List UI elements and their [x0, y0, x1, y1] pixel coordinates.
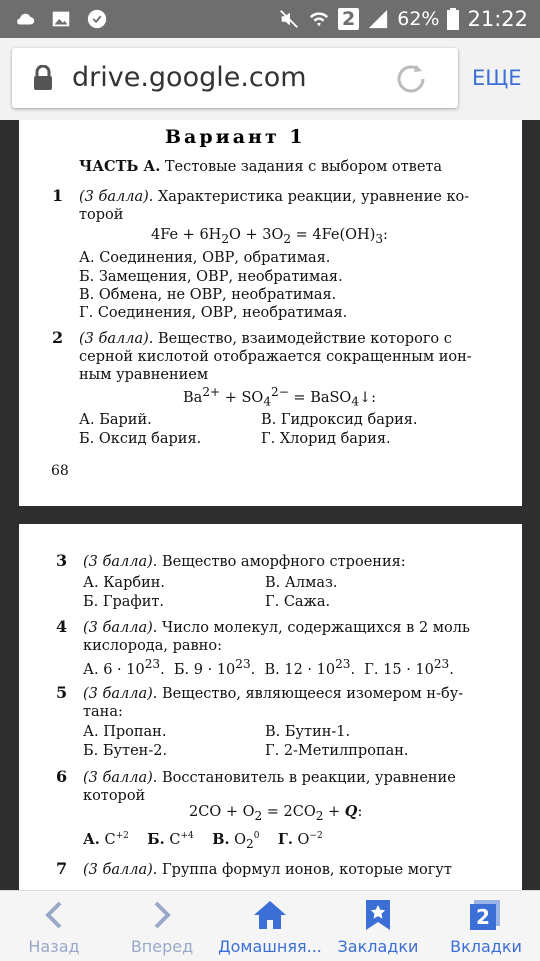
shield-icon — [86, 8, 108, 30]
notification-badge: 2 — [338, 8, 359, 30]
reload-icon[interactable] — [394, 62, 428, 96]
answer-option: Б. Бутен-2. — [83, 743, 168, 759]
question-number: 7 — [56, 859, 68, 878]
question-text: (3 балла). Группа формул ионов, которые могут — [83, 862, 452, 878]
answer-option: В. Алмаз. — [265, 575, 338, 591]
mute-icon — [278, 8, 300, 30]
answer-option: Г. Сажа. — [265, 594, 331, 610]
question-text: тана: — [83, 704, 123, 720]
question-text: серной кислотой отображается сокращенным ион- — [79, 349, 472, 365]
browser-toolbar — [0, 38, 540, 120]
answer-option: Б. Оксид бария. — [79, 431, 202, 447]
url-text: drive.google.com — [72, 62, 307, 93]
question-text: которой — [83, 788, 146, 804]
question-text: (3 балла). Вещество, взаимодействие которого с — [79, 331, 452, 347]
answer-option: Г. Соединения, ОВР, необратимая. — [79, 305, 348, 321]
page-title: Вариант 1 — [165, 126, 306, 148]
status-bar — [0, 0, 540, 38]
answer-options-row: А. $6 \cdot 10^{23}$. Б. $9 \cdot 10^{23}$. В. $12 \cdot 10^{23}$. Г. $15 \cdot 10^{23}$. — [83, 657, 454, 678]
lock-icon — [32, 65, 54, 91]
question-text: торой — [79, 207, 124, 223]
document-page-1 — [19, 120, 522, 506]
answer-options-row: А. $C^{+2}$ Б. $C^{+4}$ В. $O_2^0$ Г. $O^{-2}$ — [83, 831, 323, 851]
home-icon — [252, 899, 288, 931]
question-text: кислорода, равно: — [83, 638, 222, 654]
back-button[interactable]: Назад — [0, 891, 108, 961]
question-text: ным уравнением — [79, 367, 209, 383]
arrow-right-icon — [148, 899, 176, 931]
answer-option: А. Барий. — [79, 412, 152, 428]
cloud-icon — [14, 8, 36, 30]
forward-button[interactable]: Вперед — [108, 891, 216, 961]
question-number: 6 — [56, 767, 68, 786]
question-number: 1 — [52, 186, 64, 205]
question-text: (3 балла). Характеристика реакции, уравнение ко- — [79, 189, 470, 205]
clock: 21:22 — [467, 7, 528, 31]
answer-option: В. Гидроксид бария. — [261, 412, 418, 428]
answer-option: Б. Графит. — [83, 594, 165, 610]
question-number: 2 — [52, 328, 64, 347]
wifi-icon — [308, 8, 330, 30]
bottom-navigation — [0, 890, 540, 961]
question-number: 5 — [56, 683, 68, 702]
tabs-count: 2 — [476, 905, 490, 929]
question-text: (3 балла). Число молекул, содержащихся в 2 моль — [83, 620, 470, 636]
home-button[interactable]: Домашняя... — [216, 891, 324, 961]
answer-option: А. Соединения, ОВР, обратимая. — [79, 250, 331, 266]
question-number: 4 — [56, 617, 68, 636]
equation: $4Fe + 6H_2O + 3O_2 = 4Fe(OH)_3$: — [151, 227, 388, 246]
answer-option: В. Бутин-1. — [265, 724, 351, 740]
arrow-left-icon — [40, 899, 68, 931]
answer-option: Г. 2-Метилпропан. — [265, 743, 409, 759]
answer-option: Б. Замещения, ОВР, необратимая. — [79, 269, 343, 285]
more-menu-button[interactable]: ЕЩЕ — [472, 66, 522, 90]
address-bar[interactable] — [12, 48, 458, 108]
question-text: (3 балла). Восстановитель в реакции, уравнение — [83, 770, 456, 786]
equation: $Ba^{2+} + SO_4^{2-}$ = BaSO$_4$↓: — [183, 385, 377, 409]
equation: $2CO + O_2 = 2CO_2 + Q$: — [189, 803, 363, 823]
answer-option: Г. Хлорид бария. — [261, 431, 391, 447]
battery-percent: 62% — [397, 8, 440, 30]
document-page-2 — [19, 524, 522, 890]
page-number: 68 — [51, 463, 69, 479]
question-number: 3 — [56, 551, 68, 570]
answer-option: А. Пропан. — [83, 724, 167, 740]
tabs-button[interactable]: 2 Вкладки — [432, 891, 540, 961]
battery-icon — [447, 8, 459, 30]
bookmark-star-icon — [364, 899, 392, 931]
question-text: (3 балла). Вещество, являющееся изомером н-бу- — [83, 686, 464, 702]
signal-icon — [367, 8, 389, 30]
part-heading: ЧАСТЬ А. Тестовые задания с выбором ответа — [79, 158, 443, 175]
answer-option: А. Карбин. — [83, 575, 166, 591]
question-text: (3 балла). Вещество аморфного строения: — [83, 554, 406, 570]
image-icon — [50, 8, 72, 30]
bookmarks-button[interactable]: Закладки — [324, 891, 432, 961]
answer-option: В. Обмена, не ОВР, необратимая. — [79, 287, 337, 303]
